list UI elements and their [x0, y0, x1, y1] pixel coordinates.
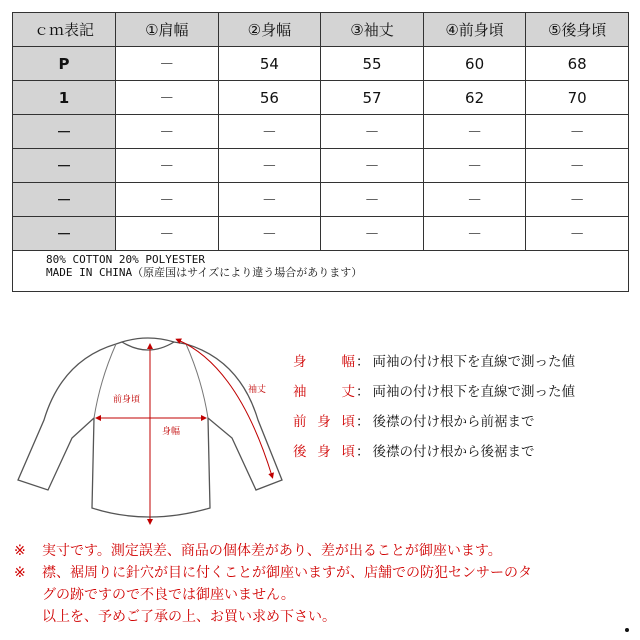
table-cell: － — [218, 149, 321, 183]
legend-description: 両袖の付け根下を直線で測った値 — [372, 384, 575, 400]
legend-item — [293, 405, 633, 435]
material-composition: 80% COTTON 20% POLYESTER — [46, 253, 205, 266]
table-cell: 57 — [321, 81, 424, 115]
table-row — [13, 47, 629, 81]
table-cell: － — [526, 115, 629, 149]
legend-item — [293, 345, 633, 375]
note-text: 以上を、予めご了承の上、お買い求め下さい。 — [42, 609, 336, 625]
table-cell: － — [423, 149, 526, 183]
legend-separator: ： — [356, 384, 370, 400]
table-cell: － — [116, 217, 219, 251]
country-of-origin: MADE IN CHINA（原産国はサイズにより違う場合があります） — [46, 266, 363, 279]
note-line — [14, 584, 634, 606]
note-mark: ※ — [14, 565, 26, 581]
table-cell: 60 — [423, 47, 526, 81]
table-cell: 55 — [321, 47, 424, 81]
measurement-legend — [293, 345, 633, 465]
legend-description: 後襟の付け根から後裾まで — [372, 444, 535, 460]
size-label: － — [13, 115, 116, 149]
note-text: 実寸です。測定誤差、商品の個体差があり、差が出ることが御座います。 — [42, 543, 502, 559]
note-line — [14, 562, 634, 584]
legend-description: 両袖の付け根下を直線で測った値 — [372, 354, 575, 370]
notes — [14, 540, 634, 628]
table-cell: － — [218, 217, 321, 251]
note-text: グの跡ですので不良では御座いません。 — [42, 587, 295, 603]
front-length-label: 前身頃 — [113, 395, 141, 405]
header-unit: ｃｍ表記 — [13, 13, 116, 47]
table-cell: 68 — [526, 47, 629, 81]
table-cell: － — [116, 183, 219, 217]
material-row — [13, 251, 629, 292]
table-cell: － — [218, 115, 321, 149]
table-row — [13, 81, 629, 115]
table-cell: － — [321, 149, 424, 183]
collar-line — [122, 338, 174, 342]
table-row — [13, 217, 629, 251]
table-cell: 70 — [526, 81, 629, 115]
legend-term: 身 幅 — [293, 354, 355, 370]
header-back-length: ⑤後身頃 — [526, 13, 629, 47]
size-label: P — [13, 47, 116, 81]
table-cell: 56 — [218, 81, 321, 115]
note-line — [14, 540, 634, 562]
table-cell: － — [423, 183, 526, 217]
table-cell: － — [526, 183, 629, 217]
legend-item — [293, 435, 633, 465]
legend-separator: ： — [356, 414, 370, 430]
table-row — [13, 149, 629, 183]
header-sleeve: ③袖丈 — [321, 13, 424, 47]
table-cell: 62 — [423, 81, 526, 115]
note-line — [14, 606, 634, 628]
table-cell: － — [526, 217, 629, 251]
material-info — [13, 251, 629, 292]
table-row — [13, 183, 629, 217]
garment-diagram — [10, 330, 290, 535]
header-front-length: ④前身頃 — [423, 13, 526, 47]
sleeve-length-label: 袖丈 — [248, 385, 267, 395]
table-cell: 54 — [218, 47, 321, 81]
legend-description: 後襟の付け根から前裾まで — [372, 414, 535, 430]
note-mark: ※ — [14, 543, 26, 559]
table-cell: － — [116, 47, 219, 81]
table-cell: － — [218, 183, 321, 217]
legend-item — [293, 375, 633, 405]
legend-term: 前身頃 — [293, 414, 355, 430]
table-cell: － — [321, 217, 424, 251]
size-label: 1 — [13, 81, 116, 115]
corner-dot — [625, 628, 629, 632]
table-cell: － — [423, 115, 526, 149]
legend-separator: ： — [356, 354, 370, 370]
header-body-width: ②身幅 — [218, 13, 321, 47]
table-cell: － — [116, 115, 219, 149]
size-table — [12, 12, 629, 292]
table-cell: － — [321, 115, 424, 149]
table-cell: － — [526, 149, 629, 183]
table-cell: － — [423, 217, 526, 251]
size-label: － — [13, 183, 116, 217]
header-row — [13, 13, 629, 47]
body-width-label: 身幅 — [162, 427, 181, 437]
table-cell: － — [116, 149, 219, 183]
header-shoulder: ①肩幅 — [116, 13, 219, 47]
legend-term: 袖 丈 — [293, 384, 355, 400]
table-cell: － — [116, 81, 219, 115]
legend-separator: ： — [356, 444, 370, 460]
table-row — [13, 115, 629, 149]
size-label: － — [13, 149, 116, 183]
legend-term: 後身頃 — [293, 444, 355, 460]
table-cell: － — [321, 183, 424, 217]
note-text: 襟、裾周りに針穴が目に付くことが御座いますが、店舗での防犯センサーのタ — [42, 565, 532, 581]
size-label: － — [13, 217, 116, 251]
